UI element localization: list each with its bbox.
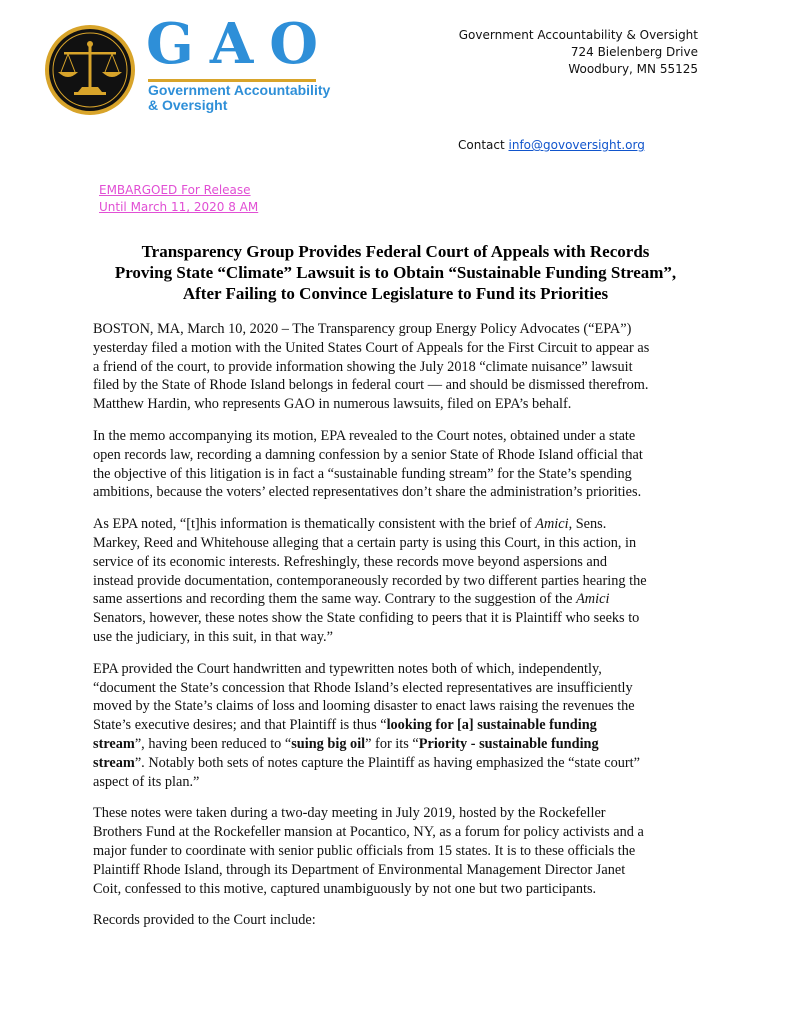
gao-logo (44, 11, 335, 118)
address-line: 724 Bielenberg Drive (570, 45, 698, 59)
bold-quote: Priority - sustainable funding (418, 735, 599, 752)
mailing-address (459, 27, 698, 78)
headline-line: Transparency Group Provides Federal Court of Appeals with Records (141, 242, 650, 261)
italic-amici: Amici (576, 591, 610, 608)
text-line: Plaintiff Rhode Island, through its Department of Environmental Management Director Janet (93, 861, 626, 878)
text-run: As EPA noted, “[t]his information is thematically consistent with the brief of (93, 516, 536, 533)
text-line: yesterday filed a motion with the United States Court of Appeals for the First Circuit to appear as (93, 339, 650, 356)
text-line: service of its economic interests. Refreshingly, these records move beyond aspersions and (93, 553, 608, 570)
text-line: the objective of this litigation is in fact a “sustainable funding stream” for the State’s spending (93, 465, 632, 482)
text-line: EPA provided the Court handwritten and typewritten notes both of which, independently, (93, 660, 602, 677)
paragraph-intro (93, 320, 705, 414)
address-line: Woodbury, MN 55125 (568, 62, 698, 76)
contact-email-link[interactable]: info@govoversight.org (508, 138, 645, 152)
paragraph-meeting (93, 804, 705, 898)
text-line (93, 590, 705, 609)
text-line (93, 735, 705, 754)
text-line: BOSTON, MA, March 10, 2020 – The Transparency group Energy Policy Advocates (“EPA”) (93, 321, 632, 337)
text-run: ”. Notably both sets of notes capture the Plaintiff as having emphasized the “state court” (134, 754, 640, 771)
bold-quote: suing big oil (291, 735, 366, 752)
text-line: instead provide documentation, contemporaneously recorded by two different parties hearing the (93, 572, 647, 589)
text-line: a friend of the court, to provide information showing the July 2018 “climate nuisance” lawsuit (93, 358, 633, 375)
gao-wordmark (146, 11, 336, 118)
text-line (93, 754, 705, 773)
text-line: These notes were taken during a two-day meeting in July 2019, hosted by the Rockefeller (93, 805, 606, 822)
gao-subtitle-line: & Oversight (148, 97, 228, 113)
embargo-line: Until March 11, 2020 8 AM (99, 200, 259, 214)
text-line: Brothers Fund at the Rockefeller mansion at Pocantico, NY, as a forum for policy activists and a (93, 824, 644, 841)
headline-line: Proving State “Climate” Lawsuit is to Obtain “Sustainable Funding Stream”, (114, 263, 677, 282)
text-line: use the judiciary, in this suit, in that way.” (93, 628, 333, 645)
text-line: In the memo accompanying its motion, EPA revealed to the Court notes, obtained under a state (93, 427, 636, 444)
italic-amici: Amici (535, 516, 569, 533)
text-line: Records provided to the Court include: (93, 912, 316, 929)
paragraph-memo (93, 427, 705, 502)
text-run: ”, having been reduced to “ (134, 735, 292, 752)
scales-of-justice-icon (44, 24, 136, 116)
paragraph-notes (93, 660, 705, 792)
text-line: Matthew Hardin, who represents GAO in numerous lawsuits, filed on EPA’s behalf. (93, 396, 572, 413)
text-line: Senators, however, these notes show the State confiding to peers that it is Plaintiff who seeks to (93, 610, 640, 627)
text-line (93, 716, 705, 735)
gao-subtitle (148, 83, 330, 113)
headline-line: After Failing to Convince Legislature to Fund its Priorities (182, 284, 609, 303)
text-line: aspect of its plan.” (93, 773, 200, 790)
paragraph-epa-quote (93, 515, 705, 647)
text-run: , Sens. (568, 516, 607, 533)
text-line: Coit, confessed to this motive, captured unambiguously by not one but two participants. (93, 880, 597, 897)
text-line: open records law, recording a damning confession by a senior State of Rhode Island official that (93, 446, 643, 463)
gao-subtitle-line: Government Accountability (148, 82, 331, 98)
paragraph-records (93, 911, 705, 930)
text-line: ambitions, because the voters’ elected representatives don’t share the administration’s priorities. (93, 484, 642, 501)
text-line: filed by the State of Rhode Island belongs in federal court — and should be dismissed therefrom. (93, 377, 649, 394)
text-line: major funder to coordinate with senior public officials from 15 states. It is to these officials the (93, 842, 636, 859)
text-run: ” for its “ (365, 735, 419, 752)
gao-letters: GAO (146, 11, 335, 77)
contact-label: Contact (458, 138, 509, 152)
headline (94, 241, 697, 304)
text-run: same assertions and recording them the same way. Contrary to the suggestion of the (93, 591, 577, 608)
bold-quote: stream (93, 754, 135, 771)
embargo-notice (99, 182, 258, 216)
address-line: Government Accountability & Oversight (458, 28, 698, 42)
article-body (93, 320, 705, 943)
text-line: “document the State’s concession that Rhode Island’s elected representatives are insufficiently (93, 679, 633, 696)
bold-quote: looking for [a] sustainable funding (386, 717, 597, 734)
text-line: moved by the State’s claims of loss and looming disaster to enact laws raising the revenues the (93, 698, 635, 715)
text-line: Markey, Reed and Whitehouse alleging that a certain party is using this Court, in this action, in (93, 534, 637, 551)
bold-quote: stream (93, 735, 135, 752)
embargo-line: EMBARGOED For Release (99, 183, 251, 197)
text-run: State’s executive desires; and that Plaintiff is thus “ (93, 717, 387, 734)
contact-line (458, 138, 645, 152)
text-line (93, 515, 705, 534)
